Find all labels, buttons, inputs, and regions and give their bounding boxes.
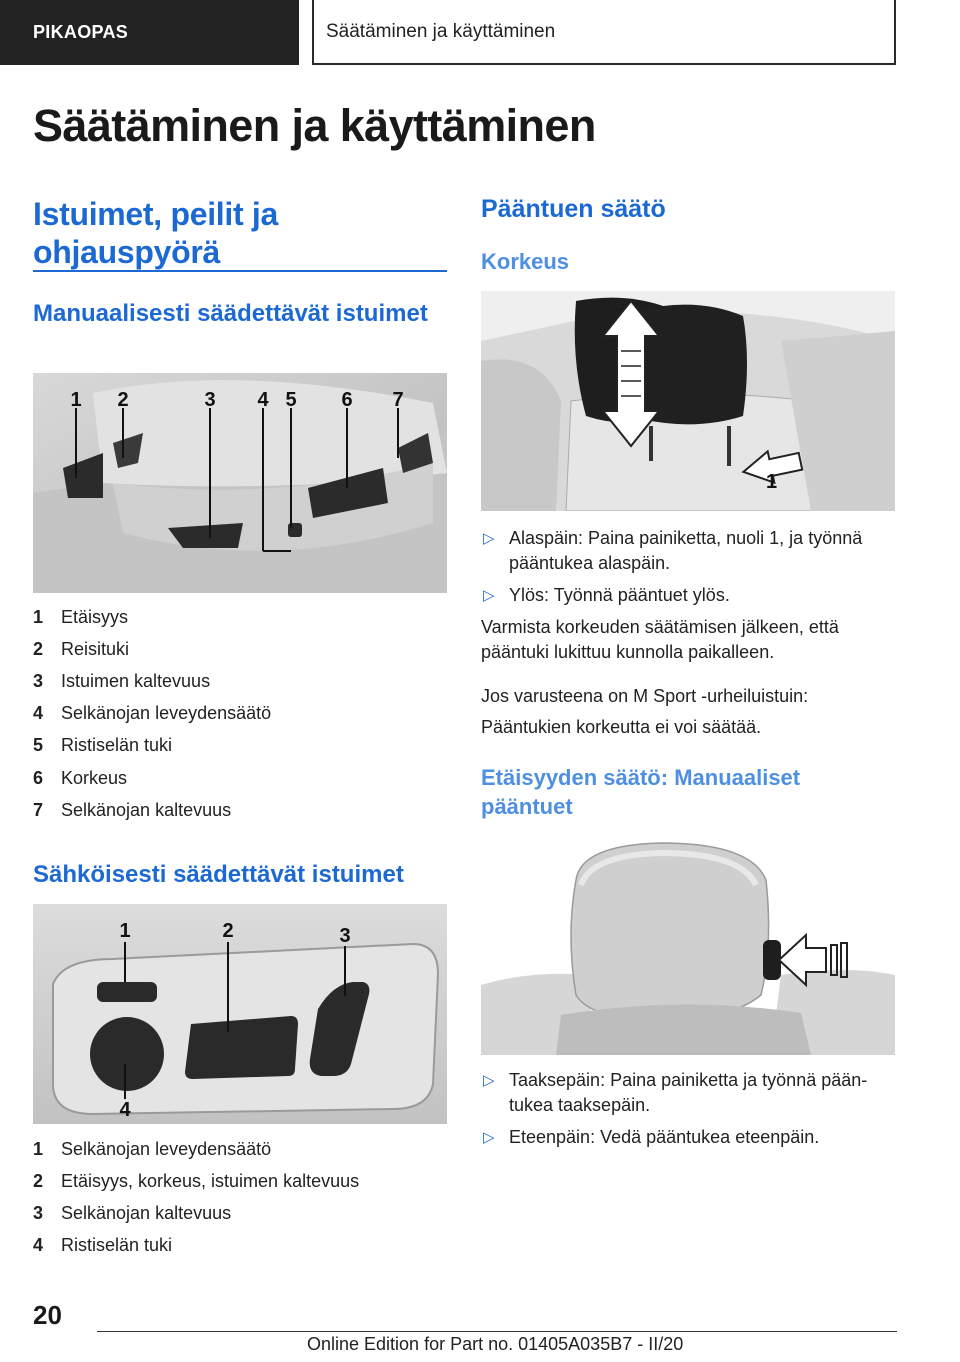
callout-6: 6 xyxy=(341,389,353,411)
legend-item: 3 Selkänojan kaltevuus xyxy=(33,1202,232,1223)
legend-item: 1 Etäisyys xyxy=(33,606,129,627)
callout-3: 3 xyxy=(339,925,351,947)
list-item: ▷ Taaksepäin: Paina painiketta ja työnnä pääntukea taaksepäin. xyxy=(483,1070,868,1115)
paragraph-lock-check: Varmista korkeuden säätämisen jälkeen, että pääntuki lukittuu kunnolla paikalleen. xyxy=(481,617,839,662)
list-item: ▷ Alaspäin: Paina painiketta, nuoli 1, ja työnnä pääntukea alaspäin. xyxy=(483,528,863,573)
distance-bullets xyxy=(481,1068,895,1157)
bullet-triangle-icon: ▷ xyxy=(483,587,495,604)
paragraph-m-sport: Jos varusteena on M Sport -urheiluistuin: xyxy=(481,686,809,706)
legend-item: 2 Etäisyys, korkeus, istuimen kaltevuus xyxy=(33,1170,360,1191)
bullet-triangle-icon: ▷ xyxy=(483,1072,495,1089)
heading-manual-seats: Manuaalisesti säädettävät istuimet xyxy=(33,300,428,327)
legend-item: 2 Reisituki xyxy=(33,638,130,659)
callout-4: 4 xyxy=(119,1099,131,1121)
manual-seat-legend xyxy=(33,601,271,826)
callout-3: 3 xyxy=(204,389,216,411)
electric-seat-legend xyxy=(33,1133,359,1262)
list-item: ▷ Ylös: Työnnä pääntuet ylös. xyxy=(481,583,895,608)
page-title: Säätäminen ja käyttäminen xyxy=(33,100,596,151)
legend-item: 7 Selkänojan kaltevuus xyxy=(33,799,232,820)
legend-item: 1 Selkänojan leveydensäätö xyxy=(33,1138,272,1159)
headrest-height-figure xyxy=(481,291,895,511)
chapter-header: Säätäminen ja käyttäminen xyxy=(312,0,896,65)
legend-item: 3 Istuimen kaltevuus xyxy=(33,670,211,691)
list-item: ▷ Eteenpäin: Vedä pääntukea eteenpäin. xyxy=(481,1125,895,1150)
section-heading-seats: Istuimet, peilit ja ohjauspyörä xyxy=(33,196,279,270)
paragraph-not-adjustable: Pääntukien korkeutta ei voi säätää. xyxy=(481,717,762,737)
legend-item: 4 Ristiselän tuki xyxy=(33,1235,173,1256)
section-tab: PIKAOPAS xyxy=(0,0,299,65)
electric-seat-figure xyxy=(33,904,447,1124)
legend-item: 6 Korkeus xyxy=(33,767,128,788)
callout-7: 7 xyxy=(392,389,404,411)
height-bullets xyxy=(481,526,895,615)
callout-1: 1 xyxy=(70,389,82,411)
footer-rule xyxy=(97,1331,897,1332)
heading-electric-seats: Sähköisesti säädettävät istuimet xyxy=(33,861,404,888)
legend-item: 5 Ristiselän tuki xyxy=(33,735,173,756)
callout-2: 2 xyxy=(117,389,129,411)
section-rule xyxy=(33,270,447,272)
callout-1: 1 xyxy=(766,471,778,493)
bullet-triangle-icon: ▷ xyxy=(483,1129,495,1146)
callout-2: 2 xyxy=(222,920,234,942)
callout-5: 5 xyxy=(285,389,297,411)
footer-edition: Online Edition for Part no. 01405A035B7 - II/20 xyxy=(307,1334,684,1354)
headrest-distance-figure xyxy=(481,835,895,1055)
callout-4: 4 xyxy=(257,389,269,411)
manual-seat-figure xyxy=(33,373,447,593)
heading-headrest: Pääntuen säätö xyxy=(481,195,666,223)
page-number: 20 xyxy=(33,1300,62,1330)
legend-item: 4 Selkänojan leveydensäätö xyxy=(33,703,272,724)
heading-distance: Etäisyyden säätö: Manuaaliset pääntuet xyxy=(481,765,801,819)
callout-1: 1 xyxy=(119,920,131,942)
bullet-triangle-icon: ▷ xyxy=(483,530,495,547)
heading-height: Korkeus xyxy=(481,249,570,274)
